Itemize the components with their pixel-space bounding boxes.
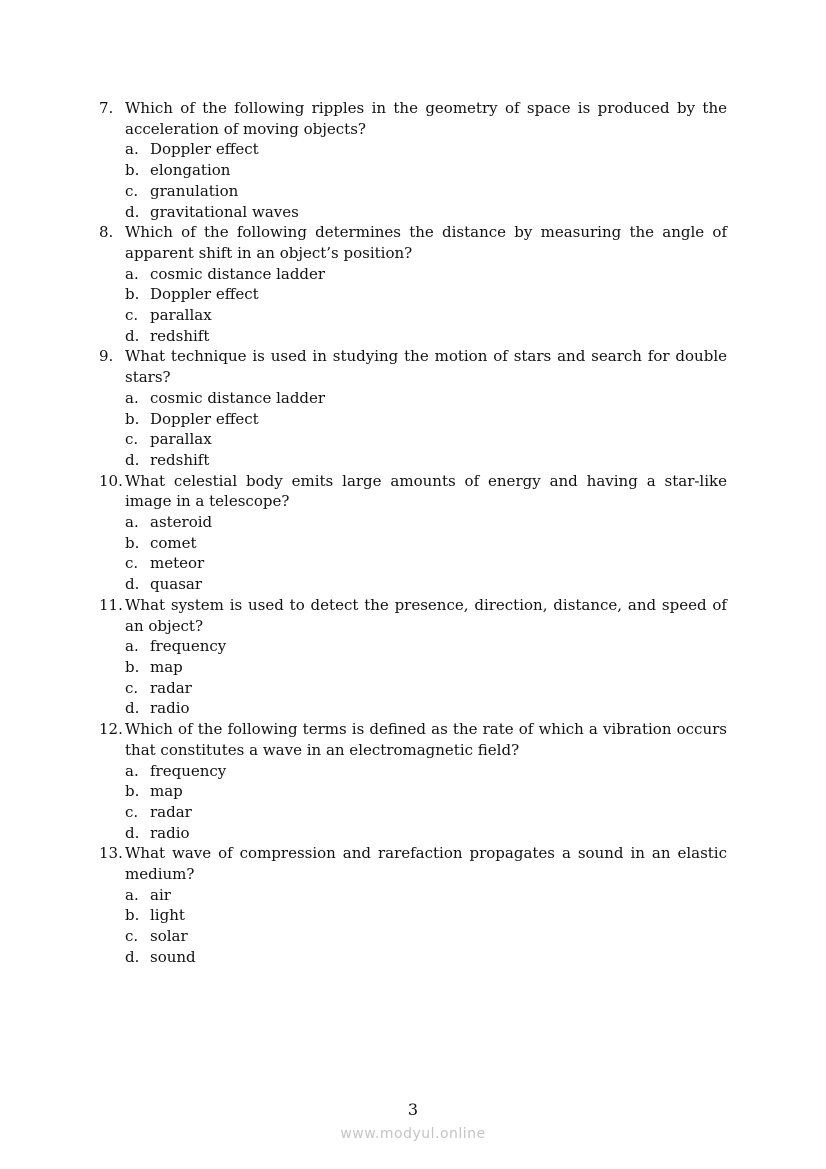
option-text: parallax (150, 430, 212, 449)
option-item (125, 409, 727, 430)
option-text: frequency (150, 637, 227, 656)
question-number: 13. (99, 844, 123, 863)
option-label: b. (125, 533, 140, 552)
page-number: 3 (407, 1100, 419, 1119)
question-text: What system is used to detect the presence, direction, distance, and speed of an object? (125, 595, 727, 635)
question-13 (99, 843, 727, 967)
option-list (125, 264, 727, 347)
option-text: sound (150, 947, 196, 966)
question-text: Which of the following determines the distance by measuring the angle of apparent shift in an object’s position? (125, 223, 727, 262)
option-item (125, 636, 727, 657)
option-item (125, 947, 727, 968)
option-text: air (150, 885, 171, 904)
option-text: light (150, 906, 185, 925)
option-list (125, 885, 727, 968)
option-text: redshift (150, 326, 210, 345)
option-text: comet (150, 533, 197, 552)
question-number: 9. (99, 347, 114, 366)
option-label: d. (125, 450, 140, 469)
option-item (125, 450, 727, 471)
option-item (125, 429, 727, 450)
option-item (125, 388, 727, 409)
option-text: radio (150, 699, 190, 718)
question-text: What celestial body emits large amounts of energy and having a star-like image in a telescope? (125, 471, 727, 511)
question-number: 12. (99, 720, 123, 739)
question-9 (99, 346, 727, 470)
option-label: c. (125, 927, 139, 946)
option-item (125, 139, 727, 160)
option-item (125, 305, 727, 326)
option-item (125, 202, 727, 223)
question-12 (99, 719, 727, 843)
option-label: c. (125, 181, 139, 200)
option-list (125, 761, 727, 844)
option-item (125, 823, 727, 844)
option-item (125, 802, 727, 823)
option-text: quasar (150, 575, 203, 594)
question-text: Which of the following ripples in the geometry of space is produced by the acceleration of moving objects? (125, 99, 727, 138)
option-text: radar (150, 802, 192, 821)
option-text: granulation (150, 181, 239, 200)
option-text: radio (150, 823, 190, 842)
option-label: b. (125, 285, 140, 304)
option-item (125, 698, 727, 719)
option-label: c. (125, 430, 139, 449)
option-label: b. (125, 161, 140, 180)
option-label: d. (125, 326, 140, 345)
option-item (125, 264, 727, 285)
option-label: a. (125, 761, 139, 780)
option-item (125, 553, 727, 574)
option-text: Doppler effect (150, 140, 259, 159)
option-item (125, 160, 727, 181)
option-label: c. (125, 678, 139, 697)
option-item (125, 761, 727, 782)
question-number: 10. (99, 471, 123, 490)
question-text: Which of the following terms is defined as the rate of which a vibration occurs that constitutes a wave in an electromagnetic field? (125, 720, 727, 759)
option-label: b. (125, 657, 140, 676)
question-number: 8. (99, 223, 114, 242)
option-list (125, 139, 727, 222)
option-item (125, 781, 727, 802)
option-item (125, 326, 727, 347)
question-number: 11. (99, 595, 123, 614)
option-label: a. (125, 637, 139, 656)
option-text: cosmic distance ladder (150, 264, 326, 283)
option-label: d. (125, 947, 140, 966)
option-label: a. (125, 513, 139, 532)
option-text: solar (150, 927, 188, 946)
option-text: asteroid (150, 513, 213, 532)
option-label: c. (125, 802, 139, 821)
option-item (125, 574, 727, 595)
option-item (125, 181, 727, 202)
option-label: a. (125, 140, 139, 159)
option-item (125, 512, 727, 533)
question-text: What technique is used in studying the motion of stars and search for double stars? (125, 347, 727, 387)
option-text: cosmic distance ladder (150, 388, 326, 407)
option-label: a. (125, 264, 139, 283)
option-list (125, 636, 727, 719)
option-text: map (150, 657, 183, 676)
option-label: c. (125, 306, 139, 325)
option-item (125, 678, 727, 699)
option-text: elongation (150, 161, 231, 180)
option-text: meteor (150, 554, 205, 573)
option-label: a. (125, 885, 139, 904)
question-10 (99, 471, 727, 595)
question-8 (99, 222, 727, 346)
option-text: redshift (150, 450, 210, 469)
option-label: c. (125, 554, 139, 573)
option-label: b. (125, 782, 140, 801)
option-text: map (150, 782, 183, 801)
option-item (125, 657, 727, 678)
option-text: gravitational waves (150, 202, 299, 221)
option-label: b. (125, 409, 140, 428)
option-text: radar (150, 678, 192, 697)
question-11 (99, 595, 727, 719)
option-item (125, 533, 727, 554)
option-text: parallax (150, 306, 212, 325)
option-label: b. (125, 906, 140, 925)
option-item (125, 885, 727, 906)
option-text: frequency (150, 761, 227, 780)
option-list (125, 512, 727, 595)
question-list (99, 98, 727, 968)
option-text: Doppler effect (150, 409, 259, 428)
option-label: a. (125, 388, 139, 407)
question-text: What wave of compression and rarefaction propagates a sound in an elastic medium? (125, 844, 727, 884)
question-number: 7. (99, 99, 114, 117)
question-7 (99, 98, 727, 222)
option-list (125, 388, 727, 471)
option-label: d. (125, 699, 140, 718)
option-label: d. (125, 823, 140, 842)
option-item (125, 284, 727, 305)
option-item (125, 926, 727, 947)
option-label: d. (125, 202, 140, 221)
option-text: Doppler effect (150, 285, 259, 304)
option-item (125, 905, 727, 926)
watermark: www.modyul.online (340, 1126, 486, 1142)
option-label: d. (125, 575, 140, 594)
